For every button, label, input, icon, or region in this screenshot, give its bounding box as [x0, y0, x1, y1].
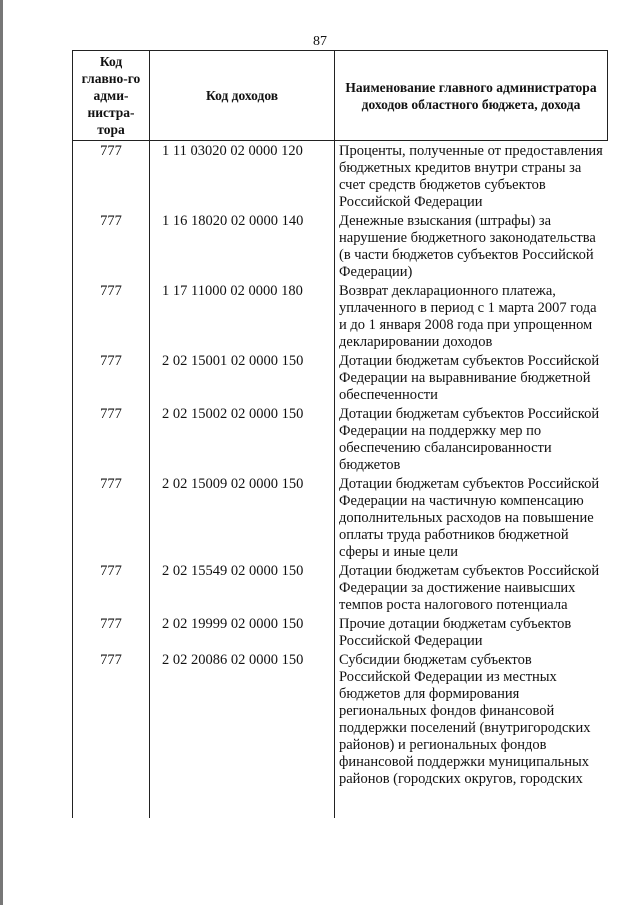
admin-code-cell: 777	[73, 141, 150, 212]
page-number: 87	[313, 34, 327, 49]
table-row	[73, 141, 608, 212]
income-code-cell: 2 02 15002 02 0000 150	[150, 404, 335, 474]
admin-code-cell: 777	[73, 351, 150, 404]
page-left-edge	[0, 0, 3, 905]
income-name-cell: Дотации бюджетам субъектов Российской Федерации на поддержку мер по обеспечению сбалансированности бюджетов	[339, 406, 600, 473]
admin-code-cell: 777	[73, 211, 150, 281]
income-code-cell: 2 02 19999 02 0000 150	[150, 614, 335, 650]
admin-code-cell: 777	[73, 474, 150, 561]
income-name-cell: Субсидии бюджетам субъектов Российской Федерации из местных бюджетов для формирования региональных фондов финансовой поддержки поселений (внутригородских районов) и региональных фондов финансовой поддержки муниципальных районов (городских округов, городских	[339, 652, 591, 787]
income-name-cell: Дотации бюджетам субъектов Российской Федерации за достижение наивысших темпов роста налогового потенциала	[339, 563, 600, 613]
admin-code-cell: 777	[73, 404, 150, 474]
income-code-cell: 2 02 20086 02 0000 150	[150, 650, 335, 818]
income-name-cell: Проценты, полученные от предоставления бюджетных кредитов внутри страны за счет средств бюджетов субъектов Российской Федерации	[339, 143, 603, 210]
income-code-cell: 2 02 15001 02 0000 150	[150, 351, 335, 404]
table-row	[73, 650, 608, 818]
header-income-code: Код доходов	[150, 51, 335, 141]
income-name-cell: Дотации бюджетам субъектов Российской Федерации на выравнивание бюджетной обеспеченности	[339, 353, 600, 403]
admin-code-cell: 777	[73, 561, 150, 614]
table-row	[73, 281, 608, 351]
table-row	[73, 351, 608, 404]
income-name-cell: Возврат декларационного платежа, уплаченного в период с 1 марта 2007 года и до 1 января 2008 года при упрощенном декларировании доходов	[339, 283, 597, 350]
income-name-cell: Прочие дотации бюджетам субъектов Российской Федерации	[339, 616, 572, 649]
header-administrator-name: Наименование главного администратора доходов областного бюджета, дохода	[335, 51, 608, 141]
admin-code-cell: 777	[73, 614, 150, 650]
income-code-cell: 1 17 11000 02 0000 180	[150, 281, 335, 351]
table-row	[73, 561, 608, 614]
table-row	[73, 211, 608, 281]
table-row	[73, 614, 608, 650]
income-code-cell: 1 11 03020 02 0000 120	[150, 141, 335, 212]
table-row	[73, 404, 608, 474]
budget-income-table	[72, 50, 608, 818]
income-code-cell: 2 02 15549 02 0000 150	[150, 561, 335, 614]
admin-code-cell: 777	[73, 281, 150, 351]
income-code-cell: 1 16 18020 02 0000 140	[150, 211, 335, 281]
income-name-cell: Денежные взыскания (штрафы) за нарушение бюджетного законодательства (в части бюджетов субъектов Российской Федерации)	[339, 213, 596, 280]
admin-code-cell: 777	[73, 650, 150, 818]
income-code-cell: 2 02 15009 02 0000 150	[150, 474, 335, 561]
header-admin-code: Код главно-го адми-нистра-тора	[73, 51, 150, 141]
table-row	[73, 474, 608, 561]
table-header-row	[73, 51, 608, 141]
income-name-cell: Дотации бюджетам субъектов Российской Федерации на частичную компенсацию дополнительных расходов на повышение оплаты труда работников бюджетной сферы и иные цели	[339, 476, 600, 560]
